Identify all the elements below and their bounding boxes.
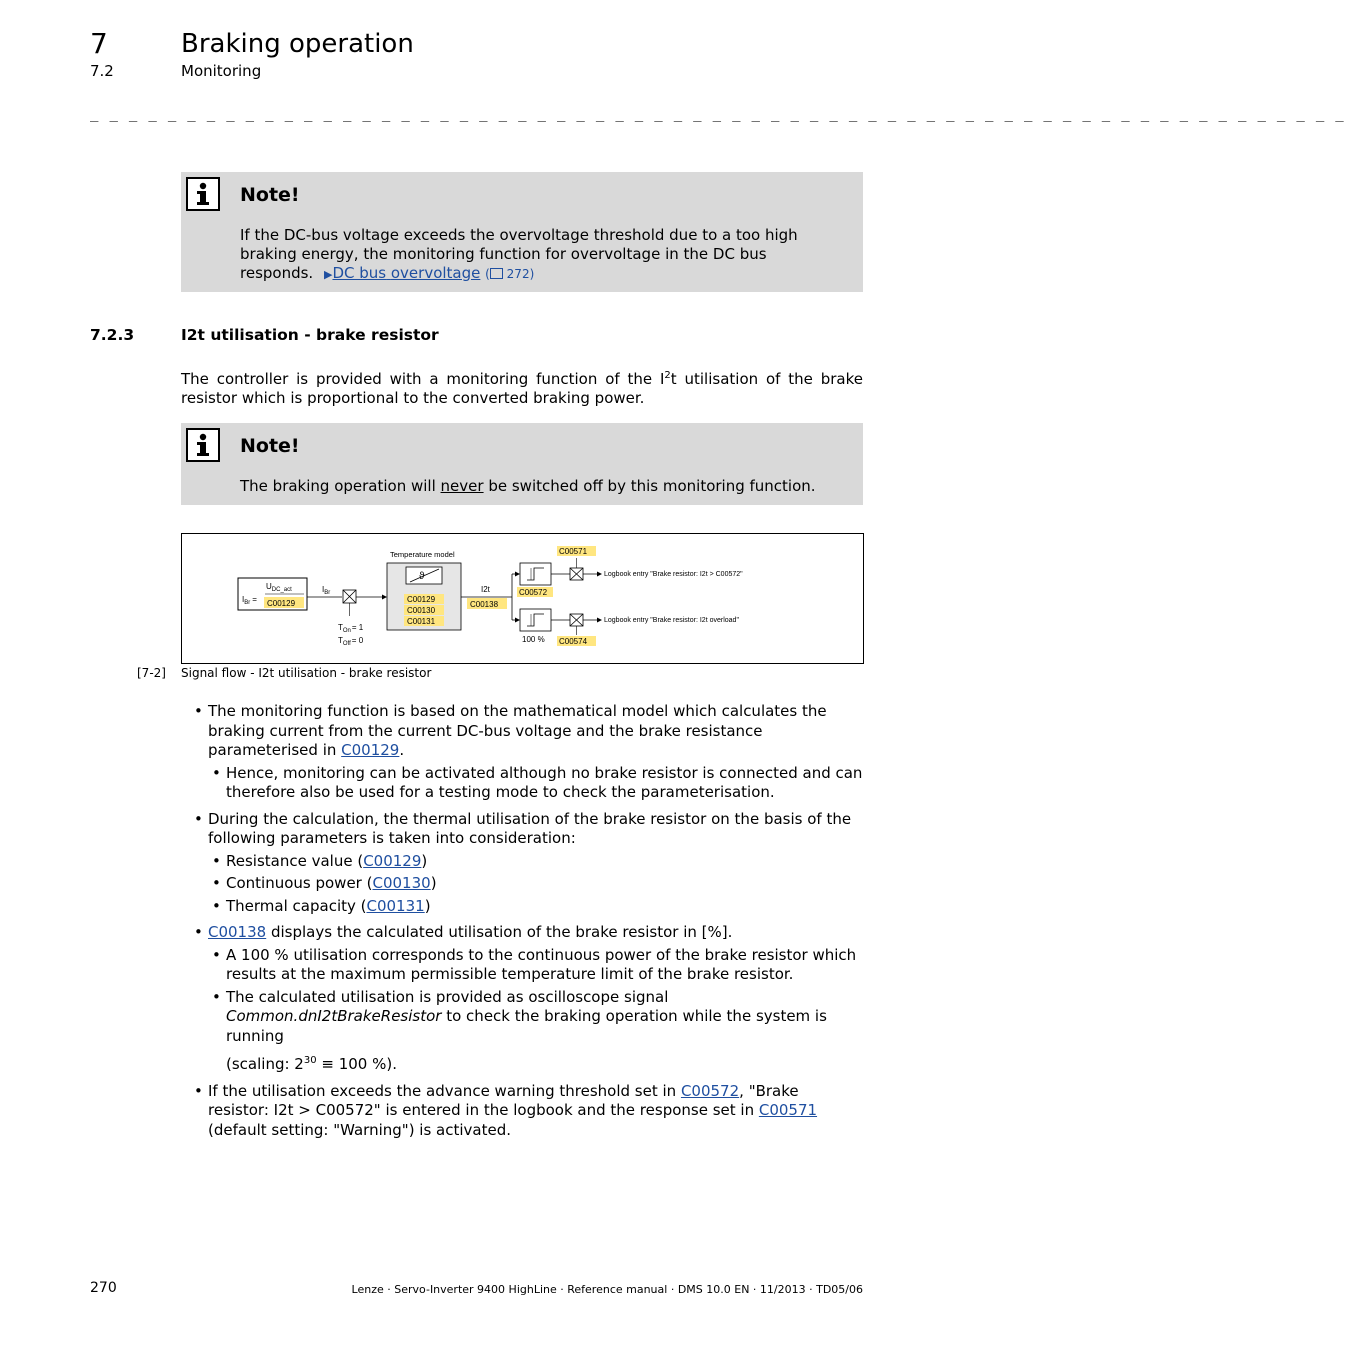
footer-text: Lenze · Servo-Inverter 9400 HighLine · Reference manual · DMS 10.0 EN · 11/2013 · TD05/06 [351, 1283, 863, 1296]
link-c00131[interactable]: C00131 [366, 896, 425, 915]
link-c00138[interactable]: C00138 [208, 923, 267, 941]
section-title: Monitoring [181, 62, 262, 80]
link-arrow-icon: ▶ [323, 268, 333, 281]
note-box-never-off [181, 423, 863, 505]
intro-paragraph: The controller is provided with a monitoring function of the $I^2t$ utilisation of the brake resistor which is proportional to the converted braking power. [181, 370, 863, 407]
note-box-overvoltage [181, 172, 863, 292]
logbook-entry-warning: Logbook entry "Brake resistor: I2t > C00572" [604, 571, 743, 578]
page-number: 270 [90, 1280, 117, 1296]
link-c00129[interactable]: C00129 [341, 741, 400, 759]
header-separator: _ _ _ _ _ _ _ _ _ _ _ _ _ _ _ _ _ _ _ _ _ _ _ _ _ _ _ _ _ _ _ _ _ _ _ _ _ _ _ _ _ _ _ _ _ _ _ _ _ _ _ _ _ _ _ _ _ _ _ _ _ _ _ _ _ [90, 106, 1345, 122]
theta-symbol: ϑ [419, 571, 425, 582]
label-toff: $T_{Off}= 0$ [338, 636, 364, 647]
signal-ibr: $I_{Br}$ [322, 585, 331, 596]
note-text: The braking operation will never be switched off by this monitoring function. [240, 477, 816, 495]
formula-ibr: $I_{Br}$ = [242, 595, 257, 606]
page-reference[interactable]: ( 272) [485, 267, 535, 281]
list-item: • Hence, monitoring can be activated although no brake resistor is connected and can therefore also be used for a testing mode to check the parameterisation. [208, 764, 863, 803]
dc-bus-link[interactable]: DC bus overvoltage [332, 264, 481, 282]
scaling-note: (scaling: $2^{30} \equiv 100$ %). [226, 1055, 397, 1073]
link-c00129[interactable]: C00129 [363, 851, 422, 870]
link-c00571[interactable]: C00571 [758, 1101, 818, 1119]
note-heading: Note! [240, 184, 300, 206]
info-icon [186, 177, 220, 211]
figure-number: [7-2] [137, 666, 166, 680]
code-c00131: C00131 [407, 617, 436, 626]
code-c00129: C00129 [407, 595, 436, 604]
bullet-list [191, 702, 863, 1147]
list-item: • The calculated utilisation is provided as oscilloscope signal Common.dnI2tBrakeResistor to check the braking operation while the system is running (scaling: $2^{30} \equiv 100$ %). [208, 988, 863, 1075]
logbook-entry-overload: Logbook entry "Brake resistor: I2t overload" [604, 617, 739, 624]
signal-flow-diagram [181, 533, 864, 664]
list-item: • During the calculation, the thermal utilisation of the brake resistor on the basis of the following parameters is taken into consideration: • Resistance value (C00129) • Continuous power (C00130) • Thermal capacity (C00131) [191, 810, 863, 917]
note-heading: Note! [240, 435, 300, 457]
list-item: • Thermal capacity (C00131) [208, 897, 863, 917]
emphasis-never: never [440, 477, 484, 495]
code-c00572: C00572 [519, 588, 548, 597]
signal-name: Common.dnI2tBrakeResistor [226, 1007, 442, 1025]
link-c00130[interactable]: C00130 [372, 874, 431, 892]
list-item: • The monitoring function is based on the mathematical model which calculates the braking current from the current DC-bus voltage and the brake resistance parameterised in C00129. • Hence, monitoring can be activated although no brake resistor is connected and can therefore also be used for a testing mode to check the parameterisation. [191, 702, 863, 803]
list-item: • If the utilisation exceeds the advance warning threshold set in C00572, "Brake resistor: I2t > C00572" is entered in the logbook and the response set in C00571 (default setting: "Warning") is activated. [191, 1082, 863, 1141]
code-c00571: C00571 [559, 547, 588, 556]
subsection-number: 7.2.3 [90, 326, 135, 344]
list-item: • Resistance value (C00129) [208, 852, 863, 872]
formula-udc: $U_{DC\_act}$ [266, 582, 292, 593]
book-icon [490, 268, 503, 279]
list-item: • C00138 displays the calculated utilisation of the brake resistor in [%]. • A 100 % utilisation corresponds to the continuous power of the brake resistor which results at the maximum permissible temperature limit of the brake resistor. • The calculated utilisation is provided as oscilloscope signal Common.dnI2tBrakeResistor to check the braking operation while the system is running (scaling: $2^{30} \equiv 100$ %). [191, 923, 863, 1075]
note-text [240, 226, 823, 284]
label-ton: $T_{On}= 1$ [338, 623, 364, 634]
code-c00130: C00130 [407, 606, 436, 615]
info-icon [186, 428, 220, 462]
note-body-text: If the DC-bus voltage exceeds the overvoltage threshold due to a too high braking energy, the monitoring function for overvoltage in the DC bus responds. [240, 226, 798, 282]
code-c00138: C00138 [470, 600, 499, 609]
code-c00129-formula: C00129 [267, 599, 296, 608]
temperature-model-label: Temperature model [390, 550, 455, 559]
list-item: • Continuous power (C00130) [208, 874, 863, 894]
subsection-title: I2t utilisation - brake resistor [181, 326, 439, 344]
link-c00572[interactable]: C00572 [680, 1081, 740, 1100]
chapter-title: Braking operation [181, 29, 414, 59]
comparator-icon [520, 609, 551, 631]
chapter-number: 7 [90, 27, 108, 60]
signal-i2t: I2t [481, 585, 490, 594]
section-number: 7.2 [90, 62, 114, 80]
comparator-icon [520, 563, 551, 585]
figure-caption: Signal flow - I2t utilisation - brake resistor [181, 666, 432, 680]
code-c00574: C00574 [559, 637, 588, 646]
list-item: • A 100 % utilisation corresponds to the continuous power of the brake resistor which results at the maximum permissible temperature limit of the brake resistor. [208, 946, 863, 985]
label-100-percent: 100 % [522, 635, 545, 644]
